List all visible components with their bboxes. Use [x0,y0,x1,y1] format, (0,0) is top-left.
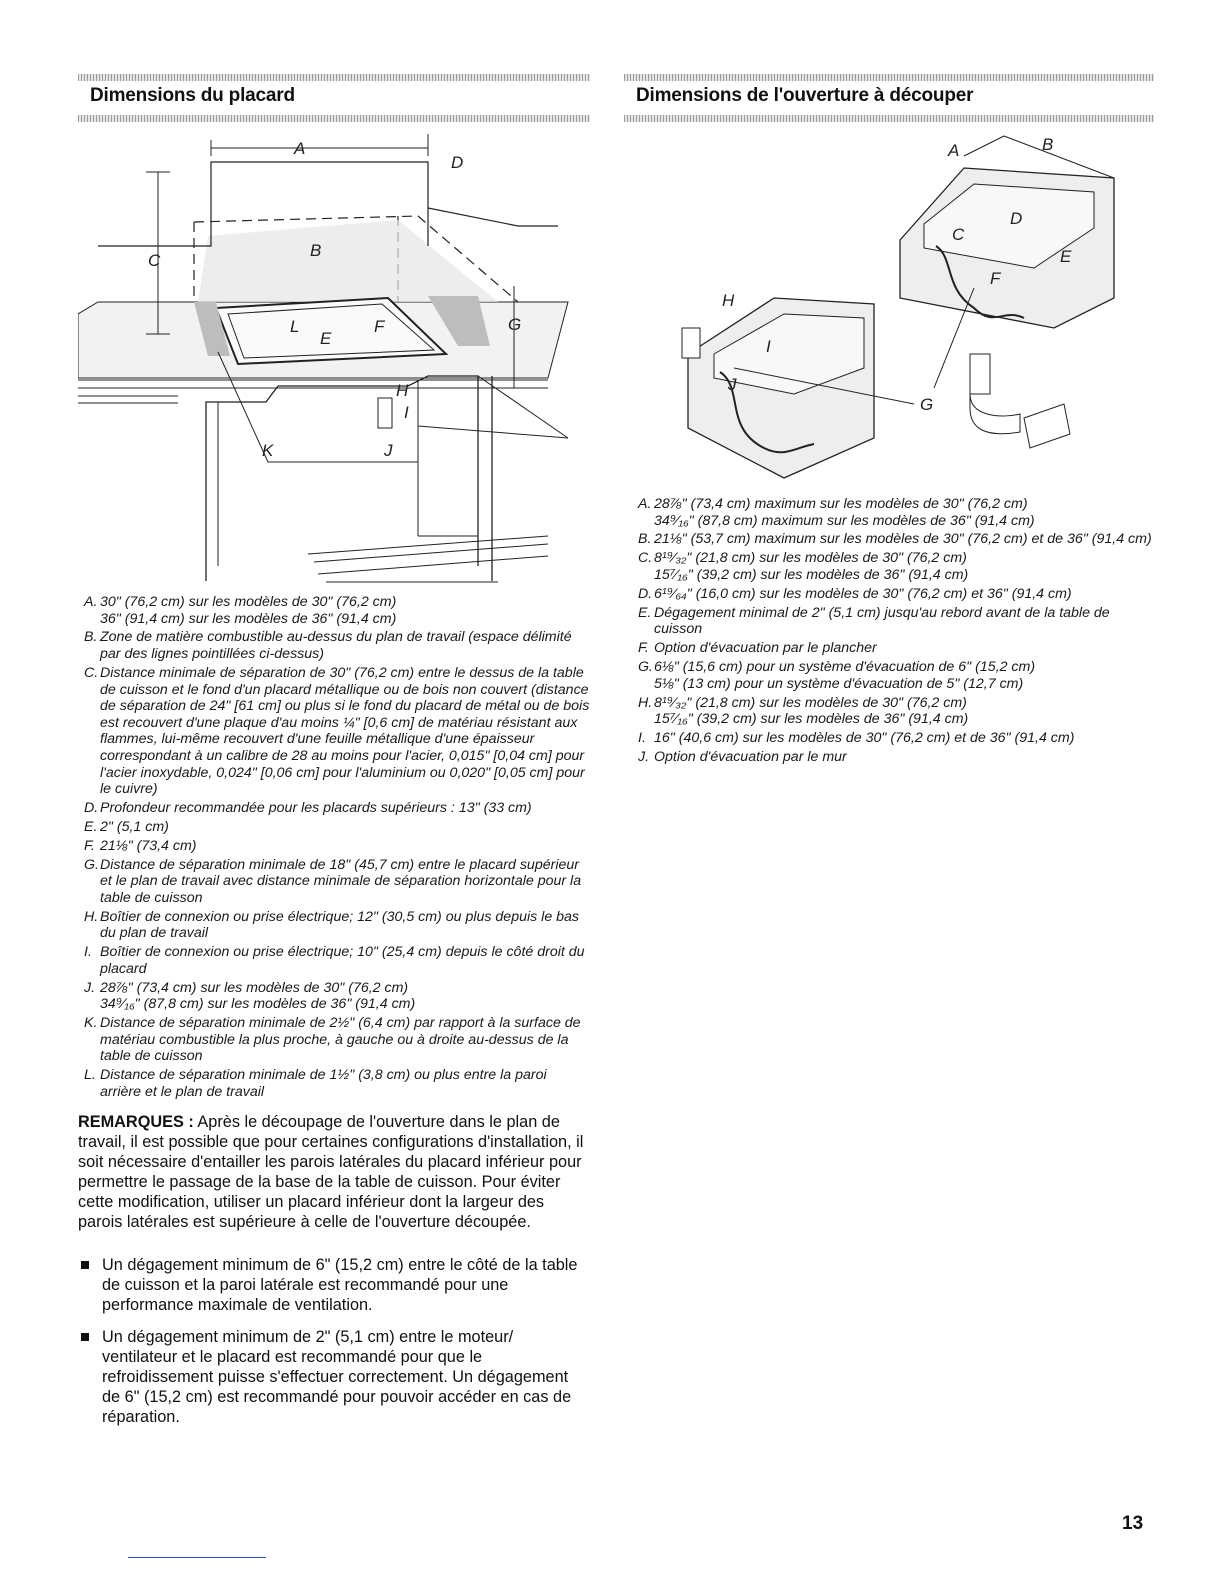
label-l: L [290,317,300,336]
label-i: I [404,403,409,422]
legend-item: J. Option d'évacuation par le mur [638,748,847,765]
remarks-paragraph [78,1112,590,1232]
list-item: Un dégagement minimum de 6" (15,2 cm) entre le côté de la table de cuisson et la paroi latérale est recommandé pour une performance maximale de ventilation. [78,1255,590,1315]
header-rule-top [78,74,590,81]
cutout-dimensions-header [624,74,1154,122]
cutout-diagram [674,128,1154,488]
legend-item: D. 6¹⁹⁄₆₄" (16,0 cm) sur les modèles de 30" (76,2 cm) et 36" (91,4 cm) [638,585,1072,602]
page-number: 13 [1122,1513,1144,1534]
remarks-text: Après le découpage de l'ouverture dans le plan de travail, il est possible que pour certaines configurations d'installation, il soit nécessaire d'entailler les parois latérales du placard inférieur pour permettre le passage de la base de la table de cuisson. Pour éviter cette modification, utiliser un placard inférieur dont la largeur des parois latérales est supérieure à celle de l'ouverture découpée. [78,1113,584,1231]
legend-item: F. 21⅛" (73,4 cm) [84,837,197,854]
legend-item: E. 2" (5,1 cm) [84,818,169,835]
legend-item: F. Option d'évacuation par le plancher [638,640,877,657]
label-k: K [262,441,274,460]
legend-item: K. Distance de séparation minimale de 2½" (6,4 cm) par rapport à la surface de matériau combustible la plus proche, à gauche ou à droite au-dessus de la table de cuisson [84,1015,581,1065]
floor-duct [970,354,990,394]
label-f: F [374,317,385,336]
legend-item: I. 16" (40,6 cm) sur les modèles de 30" (76,2 cm) et de 36" (91,4 cm) [638,730,1075,747]
section-title: Dimensions du placard [90,85,295,106]
legend-item: J. 28⅞" (73,4 cm) sur les modèles de 30" (76,2 cm) 34⁹⁄₁₆" (87,8 cm) sur les modèles de 36" (91,4 cm) [84,979,416,1013]
label-h: H [722,291,735,310]
cabinet-legend [84,594,590,1103]
label-d: D [451,153,464,172]
legend-item: G. 6⅛" (15,6 cm) pour un système d'évacuation de 6" (15,2 cm) 5⅛" (13 cm) pour un système d'évacuation de 5" (12,7 cm) [638,659,1036,692]
header-rule-bottom [624,115,1154,122]
label-d: D [1010,209,1023,228]
legend-item: C. 8¹⁹⁄₃₂" (21,8 cm) sur les modèles de 30" (76,2 cm) 15⁷⁄₁₆" (39,2 cm) sur les modèles de 36" (91,4 cm) [638,550,969,583]
label-g: G [508,315,522,334]
label-c: C [148,251,161,270]
legend-item: B. Zone de matière combustible au-dessus du plan de travail (espace délimité par des lignes pointillées ci-dessus) [84,629,572,663]
label-a: A [948,141,960,160]
legend-item: A. 30" (76,2 cm) sur les modèles de 30" (76,2 cm) 36" (91,4 cm) sur les modèles de 36" (91,4 cm) [84,594,397,627]
label-b: B [310,241,322,260]
label-j: J [728,375,737,394]
label-f: F [990,269,1001,288]
cabinet-diagram [78,126,590,592]
cutout-legend [638,496,1154,768]
label-a: A [294,139,306,158]
legend-item: E. Dégagement minimal de 2" (5,1 cm) jusqu'au rebord avant de la table de cuisson [638,604,1110,638]
label-i: I [766,337,771,356]
section-title: Dimensions de l'ouverture à découper [636,85,974,106]
legend-item: C. Distance minimale de séparation de 30" (76,2 cm) entre le dessus de la table de cuisson et le fond d'un placard métallique ou de bois non couvert (distance de séparation de 24" [61 cm] ou plus si le fond du placard de métal ou de bois est recouvert d'une plaque d'au moins ¼" [0,6 cm] de matériau résistant aux flammes, lui-même recouvert d'une feuille métallique d'une épaisseur correspondant à un calibre de 28 au moins pour l'acier, 0,015" [0,04 cm] pour l'acier inoxydable, 0,024" [0,06 cm] pour l'aluminium ou 0,020" [0,05 cm] pour le cuivre) [84,664,590,798]
header-rule-top [624,74,1154,81]
outlet-box [378,398,392,428]
label-h: H [396,381,409,400]
legend-item: G. Distance de séparation minimale de 18" (45,7 cm) entre le placard supérieur et le plan de travail avec distance minimale de séparation horizontale pour la table de cuisson [84,856,582,906]
header-rule-bottom [78,115,590,122]
wall-outlet [682,328,700,358]
label-b: B [1042,135,1054,154]
wall-cap [1024,404,1070,448]
list-item: Un dégagement minimum de 2" (5,1 cm) entre le moteur/ ventilateur et le placard est recommandé pour que le refroidissement puisse s'effectuer correctement. Un dégagement de 6" (15,2 cm) est recommandé pour pouvoir accéder en cas de réparation. [78,1327,590,1427]
cabinet-dimensions-header [78,74,590,122]
bullet-list [78,1255,590,1439]
label-e: E [320,329,332,348]
legend-item: H. Boîtier de connexion ou prise électrique; 12" (30,5 cm) ou plus depuis le bas du plan de travail [84,908,580,942]
legend-item: B. 21⅛" (53,7 cm) maximum sur les modèles de 30" (76,2 cm) et de 36" (91,4 cm) [638,531,1152,548]
label-j: J [384,441,393,460]
legend-item: L. Distance de séparation minimale de 1½" (3,8 cm) ou plus entre la paroi arrière et le plan de travail [84,1067,547,1100]
legend-item: H. 8¹⁹⁄₃₂" (21,8 cm) sur les modèles de 30" (76,2 cm) 15⁷⁄₁₆" (39,2 cm) sur les modèles de 36" (91,4 cm) [638,694,969,728]
bullet-square-icon [78,1327,102,1427]
combustible-zone [198,220,498,302]
bullet-square-icon [78,1255,102,1315]
footer-rule [128,1557,266,1558]
label-g: G [920,395,934,414]
remarks-label: REMARQUES : [78,1113,194,1131]
legend-item: A. 28⅞" (73,4 cm) maximum sur les modèles de 30" (76,2 cm) 34⁹⁄₁₆" (87,8 cm) maximum sur les modèles de 36" (91,4 cm) [638,496,1035,529]
legend-item: I. Boîtier de connexion ou prise électrique; 10" (25,4 cm) depuis le côté droit du placard [84,944,585,977]
label-c: C [952,225,965,244]
label-e: E [1060,247,1072,266]
legend-item: D. Profondeur recommandée pour les placards supérieurs : 13" (33 cm) [84,800,532,817]
